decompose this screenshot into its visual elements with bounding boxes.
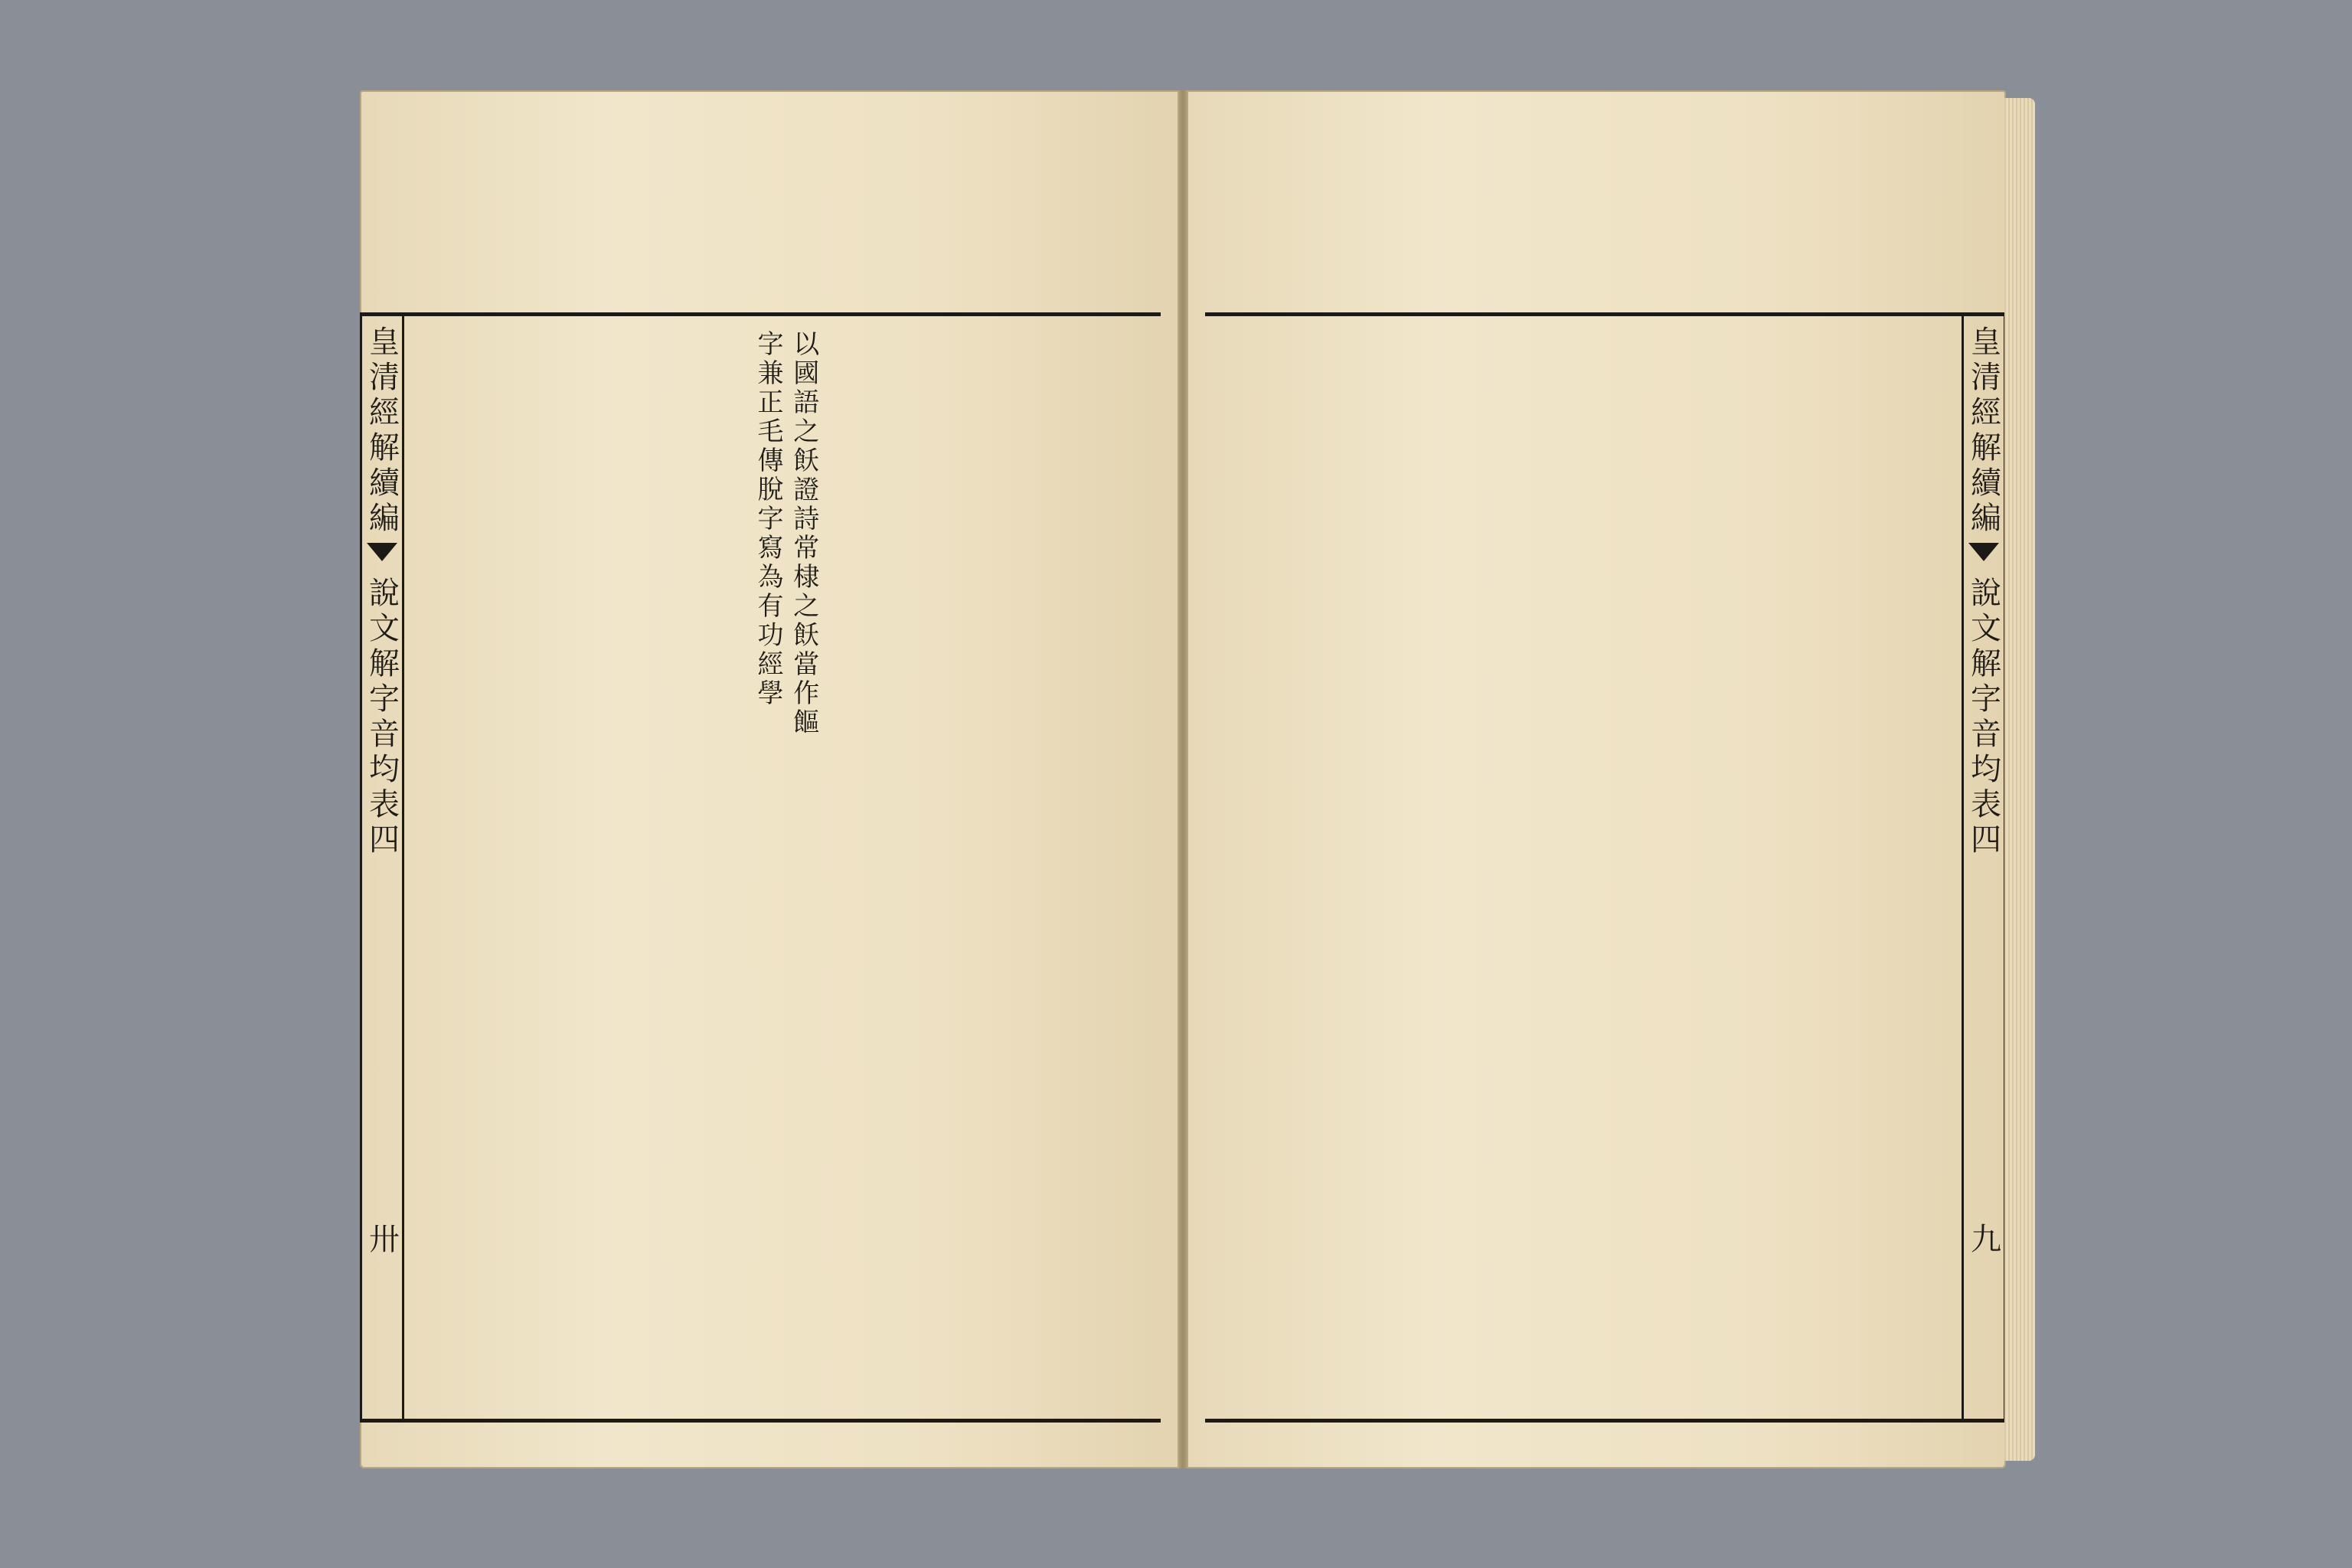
fish-tail-mark [1968, 543, 1999, 561]
right-text-columns [753, 316, 1962, 1419]
book-spread [360, 90, 2006, 1468]
right-folio-number: 九 [1965, 1223, 2001, 1258]
left-section-title: 說文解字音均表四 [364, 577, 400, 858]
left-folio-number: 卅 [364, 1223, 400, 1258]
right-text-frame [753, 312, 2006, 1423]
small-annotation: 字兼正毛傳脫字寫為有功經學 [753, 330, 783, 708]
small-annotation: 以國語之飫證詩常棣之飫當作饇 [788, 330, 819, 737]
left-running-title: 皇清經解續編 [364, 325, 400, 537]
right-page [753, 90, 2006, 1468]
right-section-title: 說文解字音均表四 [1965, 577, 2001, 858]
right-running-title: 皇清經解續編 [1965, 325, 2001, 537]
text-column [0, 316, 1962, 1419]
right-page-margin-header [1962, 316, 2006, 1419]
